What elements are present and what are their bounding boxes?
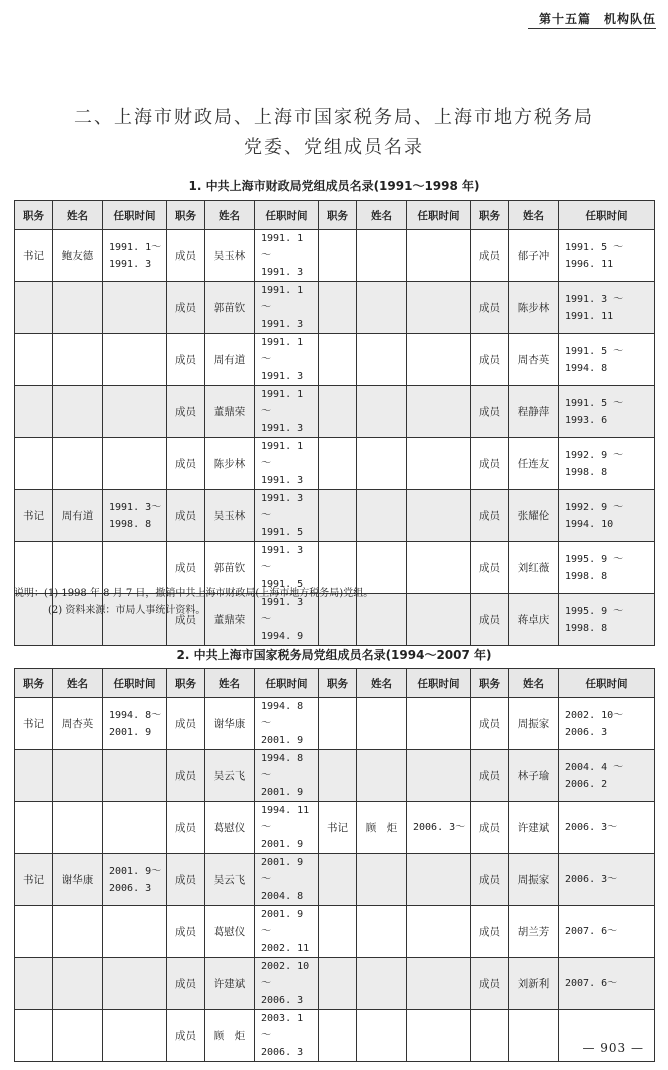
table-row [15,438,655,490]
table-cell: 董鼎荣 [205,386,255,438]
column-header: 姓名 [509,669,559,698]
table-cell: 1991. 1～ 1991. 3 [103,230,167,282]
table-row [15,1010,655,1062]
table-cell [357,230,407,282]
table-cell: 周振家 [509,854,559,906]
table-cell: 吴云飞 [205,750,255,802]
table-cell [319,854,357,906]
column-header: 任职时间 [103,669,167,698]
table-cell: 成员 [471,594,509,646]
table-cell [319,334,357,386]
table-cell: 许建斌 [205,958,255,1010]
table-cell [319,282,357,334]
page-number: — 903 — [582,1041,644,1055]
column-header: 职务 [167,201,205,230]
table-cell: 成员 [471,490,509,542]
table-cell [319,750,357,802]
table-cell: 葛慰仪 [205,906,255,958]
table-cell [407,490,471,542]
table-cell: 陈步林 [509,282,559,334]
table-cell [357,282,407,334]
table-row [15,854,655,906]
table-cell: 刘新利 [509,958,559,1010]
table-cell: 书记 [15,490,53,542]
table-cell [509,1010,559,1062]
column-header: 任职时间 [559,201,655,230]
column-header: 姓名 [509,201,559,230]
table-cell: 2002. 10～ 2006. 3 [255,958,319,1010]
table-cell [407,698,471,750]
table-cell: 成员 [167,698,205,750]
table-cell: 成员 [167,542,205,594]
table-cell: 成员 [167,1010,205,1062]
table-cell: 1991. 1 ～ 1991. 3 [255,230,319,282]
table-cell [407,282,471,334]
table-cell: 1994. 8～ 2001. 9 [103,698,167,750]
table-cell: 1991. 1 ～ 1991. 3 [255,334,319,386]
table-cell [357,438,407,490]
column-header: 姓名 [53,669,103,698]
table-cell: 郭苗钦 [205,542,255,594]
table-cell [357,1010,407,1062]
table-row [15,906,655,958]
table-row [15,282,655,334]
table-cell: 成员 [167,906,205,958]
table-cell: 陈步林 [205,438,255,490]
header-rule [528,28,656,29]
table-cell [407,1010,471,1062]
table2 [14,668,655,1062]
table-row [15,698,655,750]
table-cell: 2004. 4 ～ 2006. 2 [559,750,655,802]
table-cell: 2002. 10～ 2006. 3 [559,698,655,750]
table-cell: 周杏英 [509,334,559,386]
table-cell [53,1010,103,1062]
table-cell: 鲍友德 [53,230,103,282]
column-header: 职务 [15,201,53,230]
table-cell: 郁子冲 [509,230,559,282]
table-cell: 书记 [15,698,53,750]
table-row [15,802,655,854]
table-cell: 成员 [167,594,205,646]
table-cell: 1991. 5 ～ 1996. 11 [559,230,655,282]
table-cell: 2003. 1 ～ 2006. 3 [255,1010,319,1062]
table-cell: 成员 [167,438,205,490]
table-cell: 1991. 3 ～ 1991. 5 [255,490,319,542]
table-cell [103,282,167,334]
table2-title: 2. 中共上海市国家税务局党组成员名录(1994～2007 年) [176,648,492,662]
table-cell: 周有道 [205,334,255,386]
table-cell: 书记 [15,854,53,906]
column-header: 姓名 [53,201,103,230]
table-cell [53,438,103,490]
table-cell: 书记 [319,802,357,854]
column-header: 任职时间 [255,201,319,230]
table-row [15,490,655,542]
note-1: 说明：(1) 1998 年 8 月 7 日，撤销中共上海市财政局(上海市地方税务局)党组。 [14,588,374,599]
table-cell: 董鼎荣 [205,594,255,646]
table-cell: 2006. 3～ [407,802,471,854]
section-title-line2: 党委、党组成员名录 [244,137,424,158]
table-cell: 2007. 6～ [559,958,655,1010]
table-cell [357,906,407,958]
table-cell: 2001. 9 ～ 2002. 11 [255,906,319,958]
table-cell: 顾 炬 [205,1010,255,1062]
table-cell [407,542,471,594]
table-cell: 2006. 3～ [559,854,655,906]
table-cell [15,906,53,958]
table-cell [407,230,471,282]
table-cell [15,1010,53,1062]
table-cell [15,750,53,802]
table-cell [53,750,103,802]
table1 [14,200,655,646]
table-cell: 程静萍 [509,386,559,438]
table-cell [407,386,471,438]
column-header: 职务 [471,201,509,230]
table-cell: 1991. 1 ～ 1991. 3 [255,282,319,334]
column-header: 任职时间 [407,201,471,230]
table-cell: 周有道 [53,490,103,542]
table-cell [407,750,471,802]
table-cell: 刘红薇 [509,542,559,594]
table-cell [103,334,167,386]
column-header: 职务 [471,669,509,698]
table-cell [357,958,407,1010]
table-cell: 周振家 [509,698,559,750]
table-cell: 1991. 3 ～ 1994. 9 [255,594,319,646]
table-cell [357,698,407,750]
table-cell [357,854,407,906]
chapter-header: 第十五篇 机构队伍 [538,12,656,26]
notes [14,585,373,619]
table-cell: 2007. 6～ [559,906,655,958]
table-cell: 吴玉林 [205,490,255,542]
table-cell: 成员 [471,906,509,958]
column-header: 姓名 [357,669,407,698]
column-header: 职务 [15,669,53,698]
table-cell [319,438,357,490]
table-cell [53,282,103,334]
table-cell: 1991. 3～ 1998. 8 [103,490,167,542]
table-cell [357,334,407,386]
table-cell: 2006. 3～ [559,802,655,854]
table-cell: 成员 [471,438,509,490]
table-cell: 成员 [471,334,509,386]
table-cell [407,958,471,1010]
table-cell: 成员 [167,750,205,802]
column-header: 任职时间 [559,669,655,698]
table-cell [103,386,167,438]
table-cell [15,282,53,334]
table-cell [53,386,103,438]
table-cell: 成员 [167,334,205,386]
table-cell [357,750,407,802]
table-cell: 1994. 8 ～ 2001. 9 [255,698,319,750]
column-header: 职务 [319,201,357,230]
table-cell: 许建斌 [509,802,559,854]
table-cell: 成员 [471,802,509,854]
table-cell: 任连友 [509,438,559,490]
table-cell [407,334,471,386]
table-cell: 1991. 5 ～ 1993. 6 [559,386,655,438]
table-cell: 1992. 9 ～ 1998. 8 [559,438,655,490]
table-cell: 顾 炬 [357,802,407,854]
section-title-line1: 二、上海市财政局、上海市国家税务局、上海市地方税务局 [74,107,594,128]
table-row [15,334,655,386]
table-cell: 成员 [167,282,205,334]
table-cell: 成员 [471,282,509,334]
table-cell [103,958,167,1010]
table-cell [407,854,471,906]
table-row [15,230,655,282]
table-cell: 1992. 9 ～ 1994. 10 [559,490,655,542]
column-header: 姓名 [357,201,407,230]
column-header: 职务 [319,669,357,698]
table-cell [319,490,357,542]
table-cell: 1994. 11～ 2001. 9 [255,802,319,854]
table-cell [319,386,357,438]
table-cell [319,230,357,282]
table-cell [357,490,407,542]
table-cell [407,438,471,490]
table-row [15,750,655,802]
table-cell: 吴玉林 [205,230,255,282]
table-cell: 1991. 5 ～ 1994. 8 [559,334,655,386]
table-cell: 2001. 9～ 2006. 3 [103,854,167,906]
note-2: (2) 资料来源：市局人事统计资料。 [48,605,206,616]
table-cell [15,386,53,438]
table-cell: 蒋卓庆 [509,594,559,646]
table-cell: 1995. 9 ～ 1998. 8 [559,594,655,646]
table-cell: 成员 [471,386,509,438]
table-cell: 1995. 9 ～ 1998. 8 [559,542,655,594]
table-cell [103,438,167,490]
table-cell [53,958,103,1010]
table-cell: 谢华康 [53,854,103,906]
table-cell: 成员 [167,802,205,854]
table-cell: 周杏英 [53,698,103,750]
table-cell: 1991. 3 ～ 1991. 11 [559,282,655,334]
table-cell: 成员 [471,854,509,906]
table-cell: 成员 [471,542,509,594]
table-cell [319,1010,357,1062]
table-cell [319,958,357,1010]
table-cell [15,958,53,1010]
table-cell: 2001. 9 ～ 2004. 8 [255,854,319,906]
table-cell: 1991. 1 ～ 1991. 3 [255,386,319,438]
table-cell: 葛慰仪 [205,802,255,854]
table-cell: 郭苗钦 [205,282,255,334]
table-cell: 谢华康 [205,698,255,750]
table-cell [471,1010,509,1062]
table-cell [319,698,357,750]
table-cell [103,906,167,958]
table-cell [15,438,53,490]
table-cell: 1991. 3 ～ 1991. 5 [255,542,319,594]
table-cell: 成员 [471,958,509,1010]
table-cell: 林子瑜 [509,750,559,802]
table-cell: 成员 [471,698,509,750]
header-row [15,669,655,698]
table-cell [319,906,357,958]
table-cell: 成员 [471,750,509,802]
table-cell [15,334,53,386]
table-cell: 成员 [167,490,205,542]
column-header: 任职时间 [407,669,471,698]
table-cell [103,1010,167,1062]
table-cell [15,802,53,854]
table-cell [357,386,407,438]
table-row [15,958,655,1010]
table-cell: 书记 [15,230,53,282]
table-cell: 1994. 8 ～ 2001. 9 [255,750,319,802]
column-header: 姓名 [205,201,255,230]
table-cell [407,906,471,958]
table-row [15,386,655,438]
column-header: 任职时间 [103,201,167,230]
table-cell: 吴云飞 [205,854,255,906]
column-header: 职务 [167,669,205,698]
table-cell [53,906,103,958]
table-cell: 成员 [167,386,205,438]
table-cell [407,594,471,646]
page-header [0,8,668,34]
table-cell: 成员 [167,854,205,906]
table1-title: 1. 中共上海市财政局党组成员名录(1991～1998 年) [188,179,480,193]
table-cell: 1991. 1 ～ 1991. 3 [255,438,319,490]
table-cell [53,802,103,854]
table-cell: 张耀伦 [509,490,559,542]
table-cell [53,334,103,386]
table-cell [103,802,167,854]
table-cell: 成员 [471,230,509,282]
column-header: 姓名 [205,669,255,698]
header-row [15,201,655,230]
table-cell: 成员 [167,958,205,1010]
table-cell [103,750,167,802]
table-cell: 胡兰芳 [509,906,559,958]
table-cell: 成员 [167,230,205,282]
column-header: 任职时间 [255,669,319,698]
